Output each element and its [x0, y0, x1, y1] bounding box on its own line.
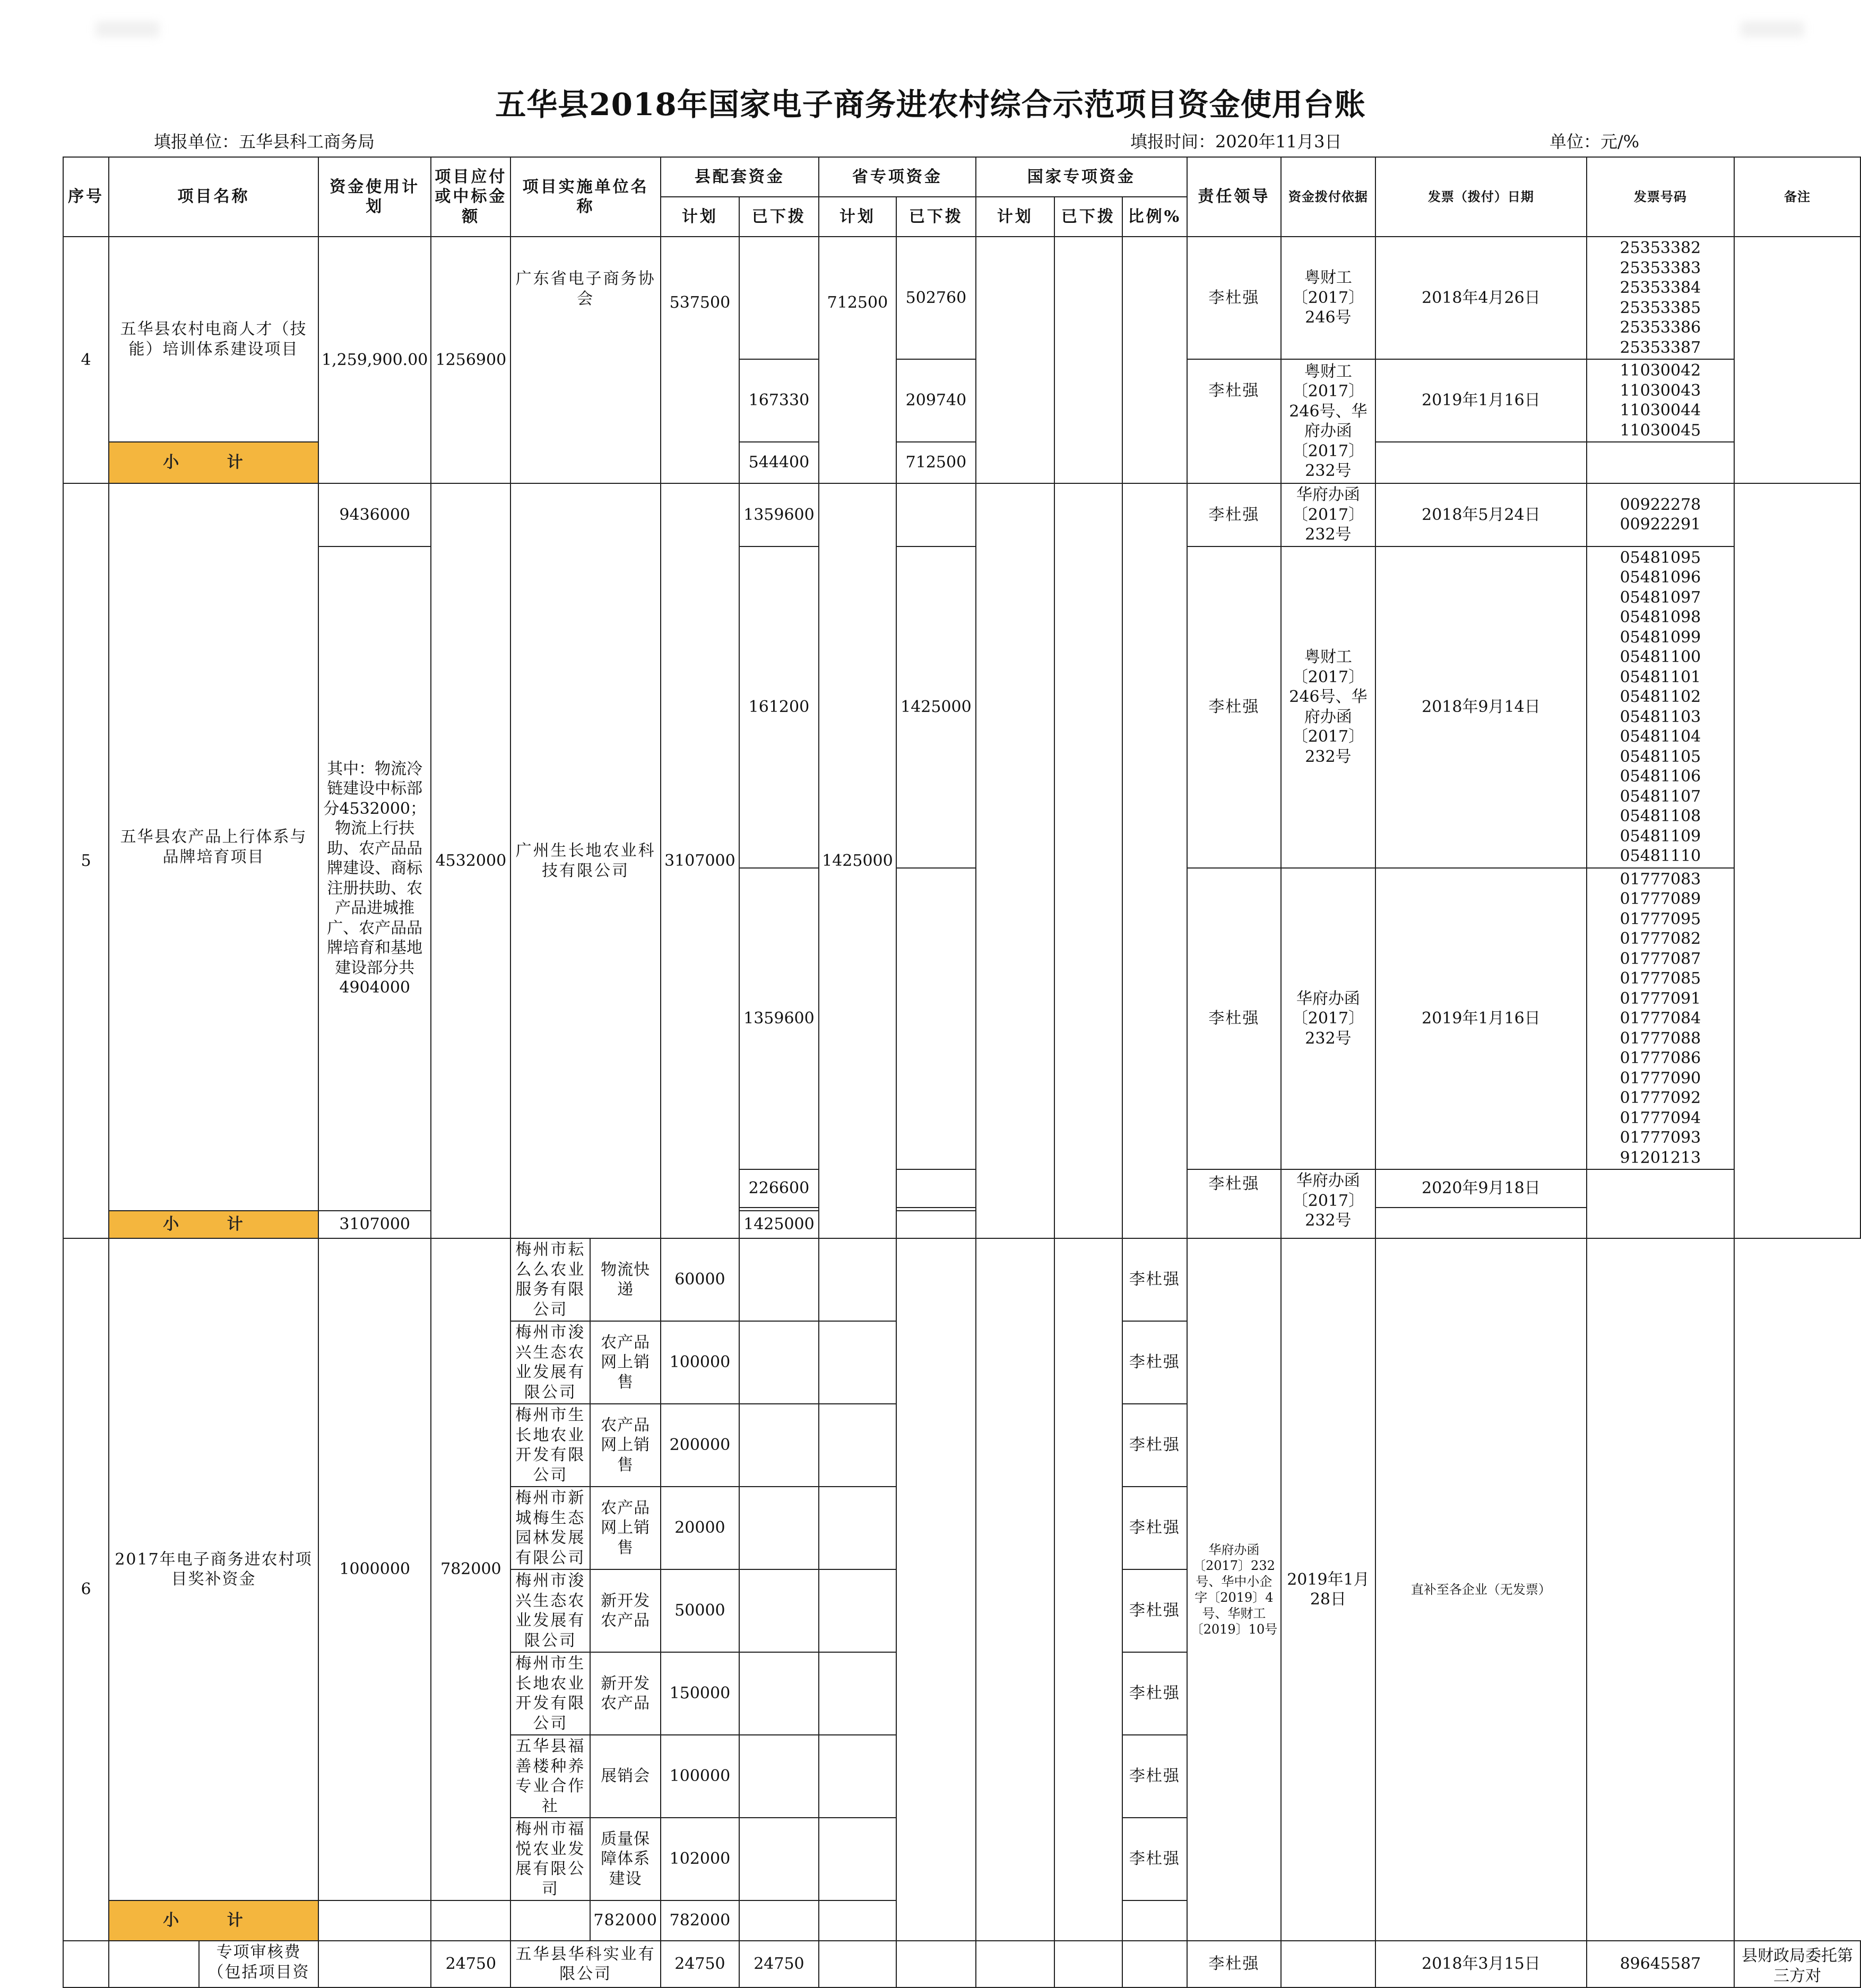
p6-prov-paid-4 [819, 1487, 896, 1569]
p6-county-subtotal-plan: 782000 [590, 1900, 661, 1941]
p6-prov-plan-4 [739, 1487, 819, 1569]
p7-invoice: 89645587 [1587, 1941, 1734, 1987]
header-seq: 序号 [63, 157, 109, 237]
p5-basis-1: 华府办函〔2017〕232号 [1281, 483, 1375, 546]
p4-province-paid-2: 209740 [896, 359, 976, 442]
p5-province-subtotal: 1425000 [739, 1211, 819, 1238]
header-county-paid: 已下拨 [739, 197, 819, 237]
p7-national-plan [976, 1941, 1054, 1987]
header-invoice-date: 发票（拨付）日期 [1375, 157, 1587, 237]
p4-date-2: 2019年1月16日 [1375, 359, 1587, 442]
p4-basis-2: 粤财工〔2017〕246号、华府办函〔2017〕232号 [1281, 359, 1375, 483]
p5-project-name: 五华县农产品上行体系与品牌培育项目 [109, 483, 318, 1211]
p6-amount-1: 60000 [661, 1238, 739, 1321]
p6-leader-4: 李杜强 [1122, 1487, 1187, 1569]
p4-invoice-2: 11030042 11030043 11030044 11030045 [1587, 359, 1734, 442]
p6-bid: 782000 [431, 1238, 510, 1900]
p6-leader-3: 李杜强 [1122, 1404, 1187, 1487]
p6-purpose-6: 新开发农产品 [590, 1652, 661, 1735]
p7-county-plan: 24750 [661, 1941, 739, 1987]
p7-seq [63, 1941, 109, 1987]
p6-amount-3: 200000 [661, 1404, 739, 1487]
p5-invoice-3: 01777083 01777089 01777095 01777082 01777087 01777085 01777091 01777084 01777088 01777086 01777090 01777092 01777094 01777093 91201213 [1587, 868, 1734, 1170]
p7-date: 2018年3月15日 [1375, 1941, 1587, 1987]
p6-purpose-4: 农产品网上销售 [590, 1487, 661, 1569]
p5-county-paid-4: 226600 [739, 1169, 819, 1208]
p5-province-paid-1 [896, 483, 976, 546]
p6-leader-8: 李杜强 [1122, 1818, 1187, 1900]
p6-remark [1587, 1238, 1734, 1941]
p6-prov-paid-3 [819, 1404, 896, 1487]
p5-date-1: 2018年5月24日 [1375, 483, 1587, 546]
p4-org: 广东省电子商务协会 [510, 237, 661, 483]
p7-bid: 24750 [431, 1941, 510, 1987]
p6-prov-paid-6 [819, 1652, 896, 1735]
p7-county-paid: 24750 [739, 1941, 819, 1987]
p6-national-ratio [1054, 1238, 1122, 1941]
p5-province-paid-4 [896, 1169, 976, 1208]
p6-org-2: 梅州市浚兴生态农业发展有限公司 [510, 1321, 590, 1404]
header-national-plan: 计划 [976, 197, 1054, 237]
p6-prov-plan-8 [739, 1818, 819, 1900]
p5-date-4: 2020年9月18日 [1375, 1169, 1587, 1208]
p5-basis-4: 华府办函〔2017〕232号 [1281, 1169, 1375, 1238]
p6-purpose-2: 农产品网上销售 [590, 1321, 661, 1404]
p4-national-plan [976, 237, 1054, 483]
p6-org-4: 梅州市新城梅生态园林发展有限公司 [510, 1487, 590, 1569]
p6-org-8: 梅州市福悦农业发展有限公司 [510, 1818, 590, 1900]
p5-subtotal-label: 小 计 [109, 1211, 318, 1238]
p4-province-plan: 712500 [819, 237, 896, 483]
fund-ledger-table [63, 157, 1861, 1988]
p4-county-subtotal: 544400 [739, 442, 819, 483]
header-county-fund: 县配套资金 [661, 157, 819, 197]
p4-date-blank [1375, 442, 1587, 483]
header-leader: 责任领导 [1187, 157, 1281, 237]
header-org: 项目实施单位名称 [510, 157, 661, 237]
p6-plan: 1000000 [318, 1238, 431, 1900]
header-county-plan: 计划 [661, 197, 739, 237]
p4-remark [1734, 237, 1860, 483]
p5-province-paid-spacer [896, 1208, 976, 1211]
p5-plan-note: 其中：物流冷链建设中标部分4532000；物流上行扶助、农产品品牌建设、商标注册扶助、农产品进城推广、农产品品牌培育和基地建设部分共4904000 [318, 546, 431, 1211]
p5-invoice-2: 05481095 05481096 05481097 05481098 05481099 05481100 05481101 05481102 05481103 05481104 05481105 05481106 05481107 05481108 05481109 05481110 [1587, 546, 1734, 868]
p6-org-6: 梅州市生长地农业开发有限公司 [510, 1652, 590, 1735]
p4-invoice-blank [1587, 442, 1734, 483]
p6-prov-plan-1 [739, 1238, 819, 1321]
header-national-paid: 已下拨 [1054, 197, 1122, 237]
p6-basis: 华府办函〔2017〕232号、华中小企字〔2019〕4号、华财工〔2019〕10号 [1187, 1238, 1281, 1941]
scan-smudge [1741, 21, 1804, 37]
p6-amount-6: 150000 [661, 1652, 739, 1735]
p4-plan: 1,259,900.00 [318, 237, 431, 483]
p6-purpose-7: 展销会 [590, 1735, 661, 1818]
p6-leader-7: 李杜强 [1122, 1735, 1187, 1818]
p4-province-paid-1: 502760 [896, 237, 976, 359]
p4-national-ratio [1122, 237, 1187, 483]
p6-prov-paid-1 [819, 1238, 896, 1321]
p6-org-1: 梅州市耘么么农业服务有限公司 [510, 1238, 590, 1321]
p5-basis-2: 粤财工〔2017〕246号、华府办函〔2017〕232号 [1281, 546, 1375, 868]
p6-amount-8: 102000 [661, 1818, 739, 1900]
p6-purpose-8: 质量保障体系建设 [590, 1818, 661, 1900]
p5-plan: 9436000 [318, 483, 431, 546]
p5-date-2: 2018年9月14日 [1375, 546, 1587, 868]
p6-amount-5: 50000 [661, 1569, 739, 1652]
p6-leader-1: 李杜强 [1122, 1238, 1187, 1321]
p6-prov-plan-2 [739, 1321, 819, 1404]
p5-province-plan: 1425000 [819, 483, 896, 1238]
p4-leader-2: 李杜强 [1187, 359, 1281, 483]
p5-date-blank [1375, 1208, 1587, 1238]
p6-prov-plan-5 [739, 1569, 819, 1652]
p6-amount-7: 100000 [661, 1735, 739, 1818]
p5-leader-3: 李杜强 [1187, 868, 1281, 1170]
p5-bid: 4532000 [431, 483, 510, 1238]
p5-leader-4: 李杜强 [1187, 1169, 1281, 1238]
p7-national-ratio [1122, 1941, 1187, 1987]
p4-date-1: 2018年4月26日 [1375, 237, 1587, 359]
scan-smudge [96, 21, 159, 37]
p4-province-subtotal: 712500 [896, 442, 976, 483]
p6-prov-plan-6 [739, 1652, 819, 1735]
p6-subtotal-bid-blank [431, 1900, 510, 1941]
p5-national-plan [976, 483, 1054, 1238]
p4-project-name: 五华县农村电商人才（技能）培训体系建设项目 [109, 237, 318, 442]
p5-province-paid-3 [896, 868, 976, 1170]
p4-county-plan: 537500 [661, 237, 739, 483]
p6-org-3: 梅州市生长地农业开发有限公司 [510, 1404, 590, 1487]
currency-unit: 单位：元/% [1550, 132, 1640, 152]
p4-bid: 1256900 [431, 237, 510, 483]
header-national-ratio: 比例% [1122, 197, 1187, 237]
p6-leader-sub [1122, 1900, 1187, 1941]
p6-org-7: 五华县福善楼种养专业合作社 [510, 1735, 590, 1818]
p6-prov-paid-8 [819, 1818, 896, 1900]
p6-prov-plan-7 [739, 1735, 819, 1818]
p6-subtotal-plan-blank [318, 1900, 431, 1941]
p4-basis-1: 粤财工〔2017〕246号 [1281, 237, 1375, 359]
p7-leader: 李杜强 [1187, 1941, 1281, 1987]
p5-invoice-4 [1587, 1169, 1734, 1238]
p5-national-ratio [1122, 483, 1187, 1238]
p4-seq: 4 [63, 237, 109, 483]
p6-seq: 6 [63, 1238, 109, 1941]
p6-prov-plan-3 [739, 1404, 819, 1487]
p7-org: 五华县华科实业有限公司 [510, 1941, 661, 1987]
p5-county-paid-1: 1359600 [739, 483, 819, 546]
header-province-fund: 省专项资金 [819, 157, 976, 197]
p7-project-blank [109, 1941, 199, 1987]
p5-national-paid [1054, 483, 1122, 1238]
p7-plan [318, 1941, 431, 1987]
header-bid-amount: 项目应付或中标金额 [431, 157, 510, 237]
p7-national-paid [1054, 1941, 1122, 1987]
p4-county-paid-2: 167330 [739, 359, 819, 442]
p4-county-paid-1 [739, 237, 819, 359]
p5-province-paid-2: 1425000 [896, 546, 976, 868]
p6-invoice: 直补至各企业（无发票） [1375, 1238, 1587, 1941]
p5-basis-3: 华府办函〔2017〕232号 [1281, 868, 1375, 1170]
p6-leader-5: 李杜强 [1122, 1569, 1187, 1652]
p5-county-plan: 3107000 [661, 483, 739, 1238]
p6-leader-2: 李杜强 [1122, 1321, 1187, 1404]
header-province-plan: 计划 [819, 197, 896, 237]
p5-leader-2: 李杜强 [1187, 546, 1281, 868]
reporting-unit: 填报单位：五华县科工商务局 [154, 132, 375, 152]
header-national-fund: 国家专项资金 [976, 157, 1187, 197]
p6-org-5: 梅州市浚兴生态农业发展有限公司 [510, 1569, 590, 1652]
p7-prov-paid [896, 1941, 976, 1987]
p7-prov-plan [819, 1941, 896, 1987]
p6-purpose-3: 农产品网上销售 [590, 1404, 661, 1487]
p6-prov-paid-sub [819, 1900, 896, 1941]
p6-amount-2: 100000 [661, 1321, 739, 1404]
p7-remark: 县财政局委托第三方对 [1734, 1941, 1860, 1987]
p5-county-subtotal: 3107000 [318, 1211, 431, 1238]
p6-amount-4: 20000 [661, 1487, 739, 1569]
p6-prov-paid-2 [819, 1321, 896, 1404]
p6-purpose-1: 物流快递 [590, 1238, 661, 1321]
p6-prov-paid-5 [819, 1569, 896, 1652]
p6-subtotal-label: 小 计 [109, 1900, 318, 1941]
p5-invoice-1: 00922278 00922291 [1587, 483, 1734, 546]
p5-county-paid-2: 161200 [739, 546, 819, 868]
header-plan: 资金使用计划 [318, 157, 431, 237]
p6-subtotal-org-blank [510, 1900, 590, 1941]
p5-remark [1734, 483, 1860, 1238]
document-title: 五华县2018年国家电子商务进农村综合示范项目资金使用台账 [495, 86, 1366, 123]
p7-basis [1281, 1941, 1375, 1987]
p7-project-name: 专项审核费（包括项目资 [199, 1941, 318, 1987]
p5-county-paid-3: 1359600 [739, 868, 819, 1170]
header-basis: 资金拨付依据 [1281, 157, 1375, 237]
header-remark: 备注 [1734, 157, 1860, 237]
header-province-paid: 已下拨 [896, 197, 976, 237]
p6-purpose-5: 新开发农产品 [590, 1569, 661, 1652]
header-invoice-number: 发票号码 [1587, 157, 1734, 237]
p6-date: 2019年1月28日 [1281, 1238, 1375, 1941]
p6-national-plan [896, 1238, 976, 1941]
p6-prov-plan-sub [739, 1900, 819, 1941]
p6-project-name: 2017年电子商务进农村项目奖补资金 [109, 1238, 318, 1900]
p5-org: 广州生长地农业科技有限公司 [510, 483, 661, 1238]
p4-leader-1: 李杜强 [1187, 237, 1281, 359]
p6-county-subtotal-paid: 782000 [661, 1900, 739, 1941]
p4-national-paid [1054, 237, 1122, 483]
p5-date-3: 2019年1月16日 [1375, 868, 1587, 1170]
p5-leader-1: 李杜强 [1187, 483, 1281, 546]
p6-leader-6: 李杜强 [1122, 1652, 1187, 1735]
p4-invoice-1: 25353382 25353383 25353384 25353385 25353386 25353387 [1587, 237, 1734, 359]
p5-seq: 5 [63, 483, 109, 1238]
p4-subtotal-label: 小 计 [109, 442, 318, 483]
p6-national-paid [976, 1238, 1054, 1941]
header-project-name: 项目名称 [109, 157, 318, 237]
p6-prov-paid-7 [819, 1735, 896, 1818]
reporting-date: 填报时间：2020年11月3日 [1130, 132, 1342, 152]
